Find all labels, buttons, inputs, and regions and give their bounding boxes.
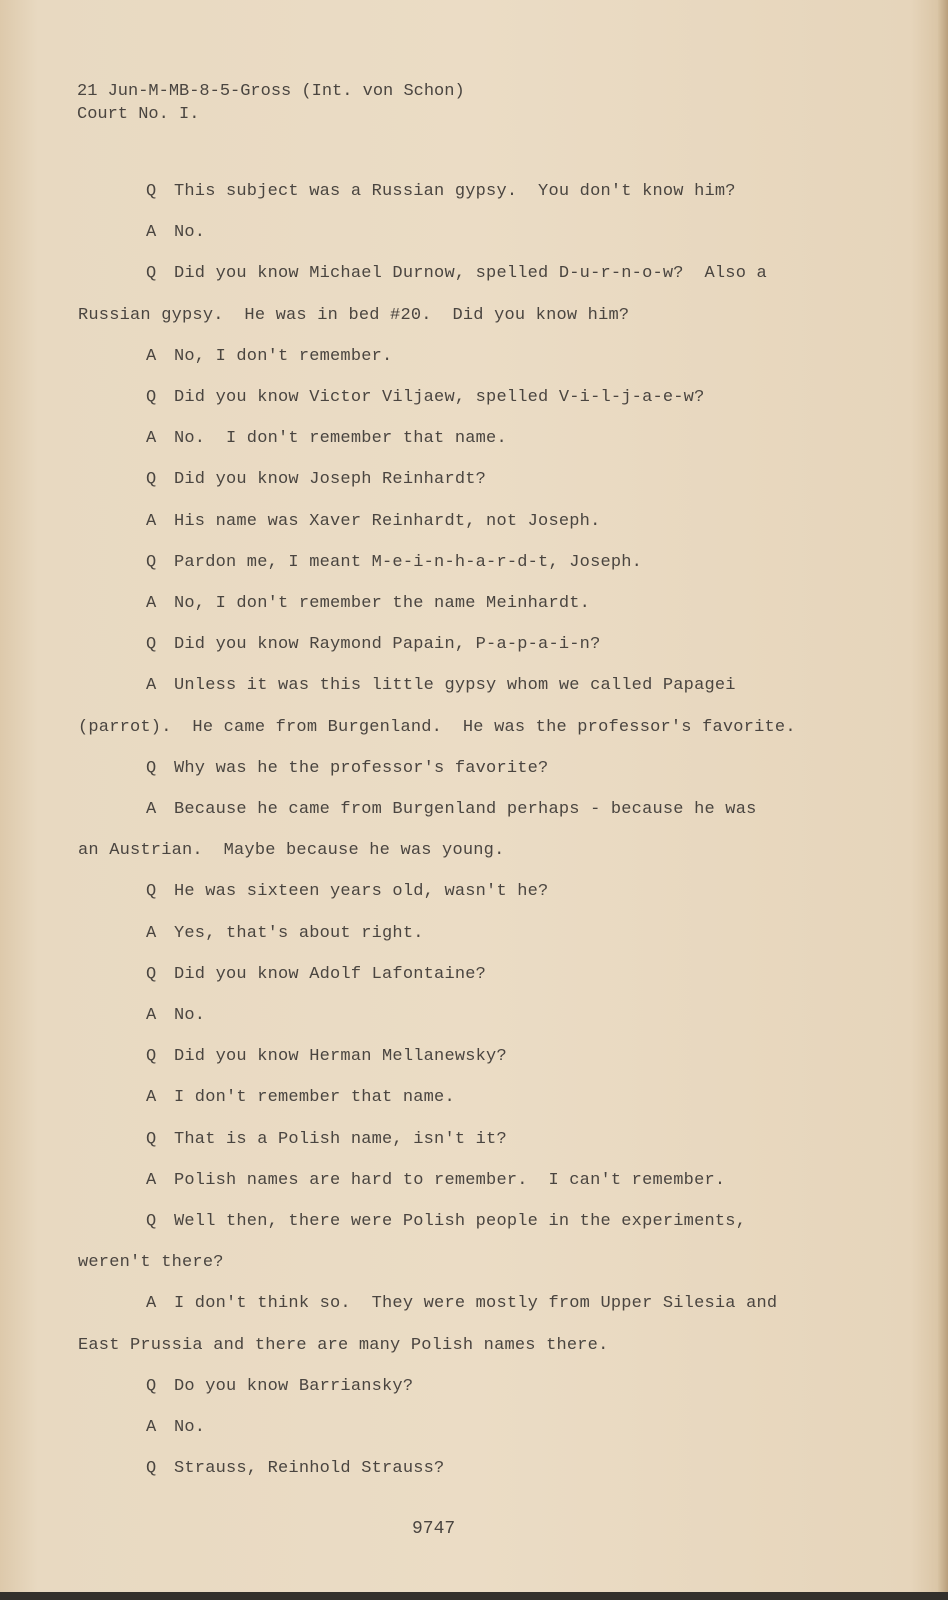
case-reference: 21 Jun-M-MB-8-5-Gross (Int. von Schon) — [77, 82, 465, 101]
speaker-label: A — [146, 923, 157, 943]
transcript-line — [146, 512, 600, 531]
line-text: Did you know Adolf Lafontaine? — [174, 964, 487, 984]
line-text: Why was he the professor's favorite? — [174, 758, 549, 778]
line-text: Did you know Victor Viljaew, spelled V-i-l-j-a-e-w? — [174, 388, 705, 407]
transcript-line — [146, 1459, 444, 1478]
line-text: He was sixteen years old, wasn't he? — [174, 882, 549, 902]
line-text: His name was Xaver Reinhardt, not Joseph. — [174, 511, 601, 531]
transcript-line — [146, 429, 507, 448]
line-text: No, I don't remember the name Meinhardt. — [174, 594, 591, 613]
transcript-line — [146, 800, 757, 819]
speaker-label: Q — [146, 1376, 157, 1396]
line-text: Did you know Herman Mellanewsky? — [174, 1047, 507, 1067]
transcript-line — [146, 1171, 725, 1190]
transcript-line — [146, 223, 205, 242]
speaker-label: Q — [146, 388, 157, 407]
line-text: Polish names are hard to remember. I can't remember. — [174, 1170, 726, 1190]
line-text: Unless it was this little gypsy whom we called Papagei — [174, 676, 736, 696]
transcript-line — [146, 553, 642, 572]
speaker-label: A — [146, 429, 157, 449]
line-text: an Austrian. Maybe because he was young. — [78, 841, 505, 861]
line-text: Because he came from Burgenland perhaps - because he was — [174, 800, 757, 819]
line-text: Strauss, Reinhold Strauss? — [174, 1459, 445, 1479]
transcript-line — [146, 470, 486, 489]
speaker-label: Q — [146, 882, 157, 902]
transcript-line — [146, 759, 548, 778]
speaker-label: A — [146, 1418, 157, 1437]
speaker-label: A — [146, 346, 157, 366]
transcript-line — [146, 594, 590, 613]
speaker-label: A — [146, 1170, 157, 1190]
speaker-label: Q — [146, 1212, 157, 1231]
document-header — [77, 80, 465, 126]
line-text: Did you know Joseph Reinhardt? — [174, 470, 487, 490]
speaker-label: Q — [146, 552, 157, 572]
transcript-line — [146, 388, 705, 407]
line-text: East Prussia and there are many Polish names there. — [78, 1335, 609, 1355]
transcript-line — [78, 718, 796, 737]
transcript-line — [146, 882, 548, 901]
speaker-label: Q — [146, 1129, 157, 1149]
transcript-line — [146, 1130, 507, 1149]
speaker-label: A — [146, 1088, 157, 1108]
transcript-line — [146, 1006, 205, 1025]
transcript-line — [146, 1294, 777, 1313]
line-text: Russian gypsy. He was in bed #20. Did you know him? — [78, 305, 630, 325]
scan-border — [0, 1592, 948, 1600]
speaker-label: A — [146, 1006, 157, 1025]
transcript-line — [146, 1088, 455, 1107]
line-text: Do you know Barriansky? — [174, 1376, 414, 1396]
line-text: I don't think so. They were mostly from Upper Silesia and — [174, 1294, 778, 1314]
line-text: Did you know Michael Durnow, spelled D-u-r-n-o-w? Also a — [174, 264, 767, 284]
transcript-line — [146, 924, 424, 943]
transcript-line — [146, 1047, 507, 1066]
line-text: (parrot). He came from Burgenland. He was the professor's favorite. — [78, 717, 796, 737]
transcript-line — [78, 1336, 609, 1355]
transcript-line — [78, 1253, 224, 1272]
speaker-label: A — [146, 223, 157, 243]
line-text: No, I don't remember. — [174, 346, 393, 366]
speaker-label: Q — [146, 758, 157, 778]
line-text: That is a Polish name, isn't it? — [174, 1129, 507, 1149]
line-text: Yes, that's about right. — [174, 923, 424, 943]
speaker-label: Q — [146, 635, 157, 655]
transcript-line — [146, 347, 392, 366]
transcript-line — [146, 676, 736, 695]
court-number: Court No. I. — [77, 105, 200, 124]
speaker-label: A — [146, 676, 157, 696]
line-text: weren't there? — [78, 1253, 224, 1273]
line-text: No. — [174, 1006, 206, 1025]
line-text: This subject was a Russian gypsy. You don't know him? — [174, 182, 736, 201]
speaker-label: Q — [146, 182, 157, 201]
transcript-line — [146, 1377, 413, 1396]
line-text: I don't remember that name. — [174, 1088, 455, 1108]
transcript-line — [146, 1212, 746, 1231]
speaker-label: A — [146, 1294, 157, 1314]
transcript-line — [146, 635, 600, 654]
speaker-label: Q — [146, 1459, 157, 1479]
transcript-line — [146, 965, 486, 984]
transcript-line — [146, 264, 767, 283]
speaker-label: Q — [146, 470, 157, 490]
speaker-label: Q — [146, 964, 157, 984]
line-text: Well then, there were Polish people in the experiments, — [174, 1212, 747, 1231]
speaker-label: Q — [146, 264, 157, 284]
speaker-label: A — [146, 800, 157, 819]
speaker-label: A — [146, 511, 157, 531]
transcript-line — [78, 306, 629, 325]
transcript-line — [78, 841, 504, 860]
line-text: Did you know Raymond Papain, P-a-p-a-i-n? — [174, 635, 601, 655]
transcript-line — [146, 182, 736, 201]
line-text: Pardon me, I meant M-e-i-n-h-a-r-d-t, Joseph. — [174, 552, 643, 572]
paper-edge — [938, 0, 948, 1600]
speaker-label: A — [146, 594, 157, 613]
line-text: No. — [174, 223, 206, 243]
line-text: No. — [174, 1418, 206, 1437]
transcript-line — [146, 1418, 205, 1437]
page-number: 9747 — [412, 1519, 456, 1539]
line-text: No. I don't remember that name. — [174, 429, 507, 449]
speaker-label: Q — [146, 1047, 157, 1067]
